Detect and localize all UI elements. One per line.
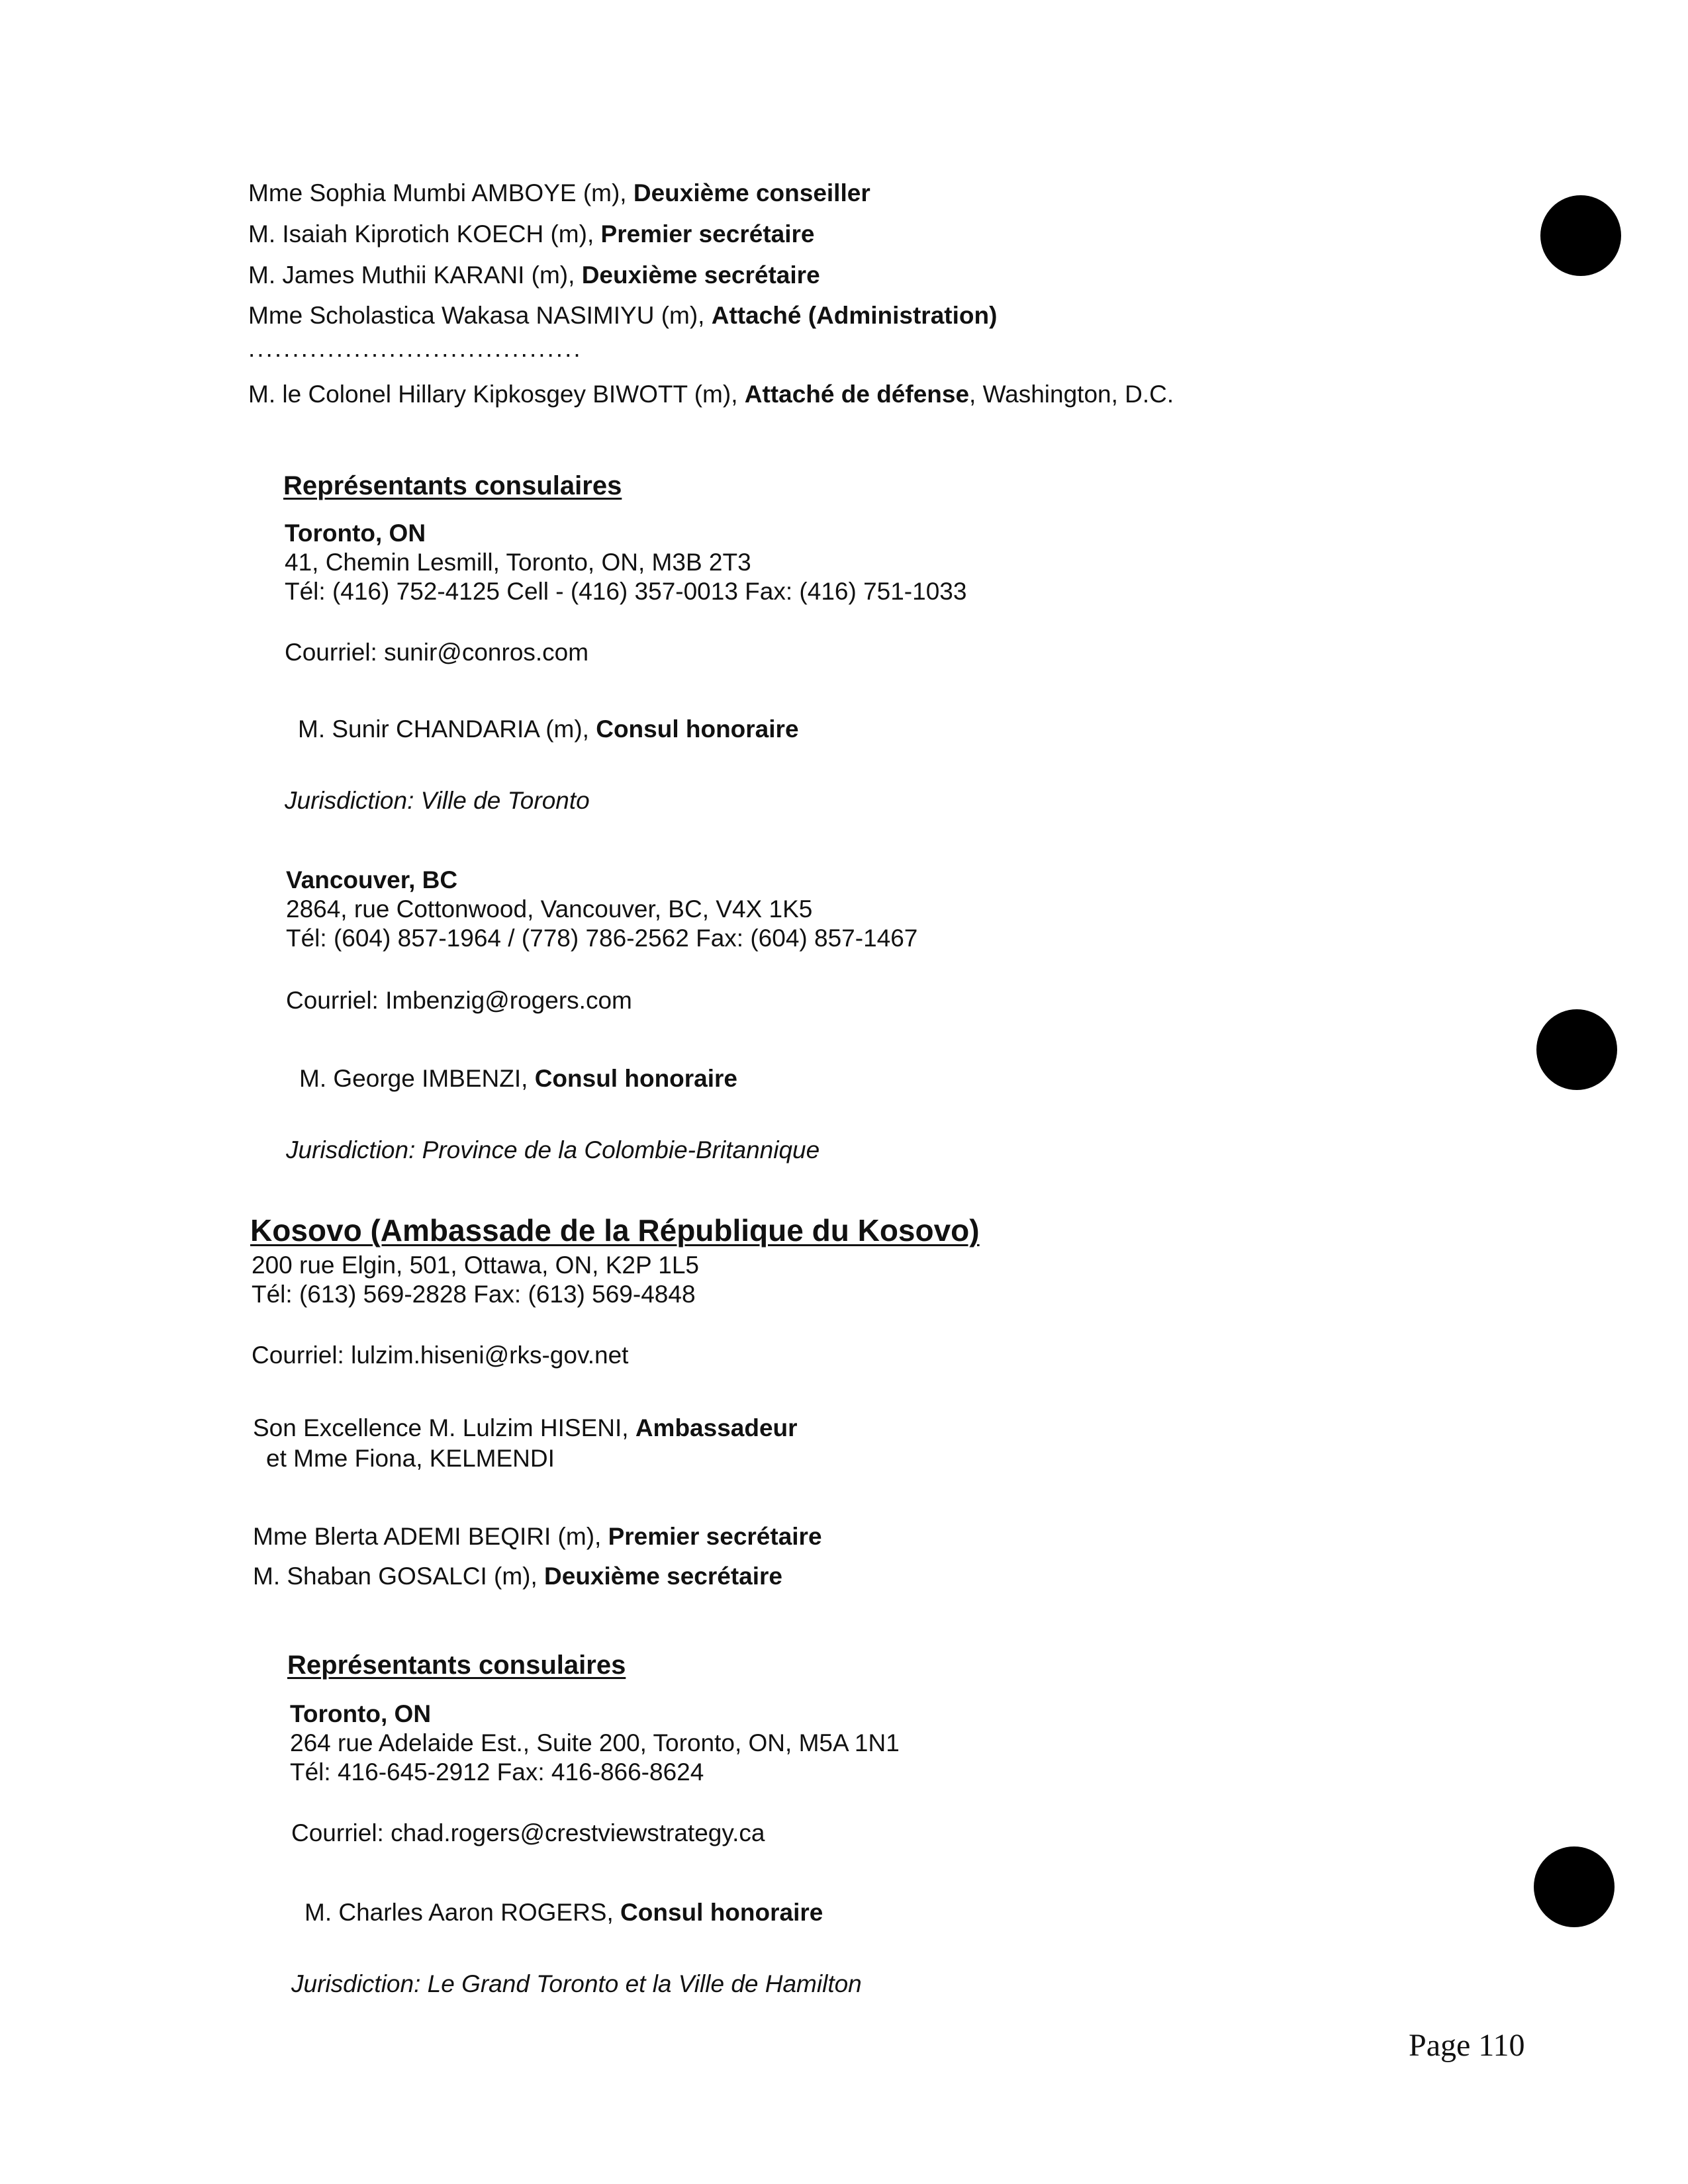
consul-line: M. Charles Aaron ROGERS, Consul honoraire	[305, 1899, 823, 1926]
staff-name: Mme Scholastica Wakasa NASIMIYU (m),	[248, 302, 712, 329]
punch-hole	[1534, 1846, 1615, 1927]
consulate-city: Toronto, ON	[285, 520, 426, 547]
jurisdiction: Jurisdiction: Province de la Colombie-Britannique	[286, 1136, 820, 1163]
section-heading-consular: Représentants consulaires	[287, 1651, 626, 1680]
embassy-email: Courriel: lulzim.hiseni@rks-gov.net	[252, 1342, 629, 1369]
embassy-phone: Tél: (613) 569-2828 Fax: (613) 569-4848	[252, 1281, 696, 1308]
staff-name: M. James Muthii KARANI (m),	[248, 261, 582, 289]
consulate-email: Courriel: Imbenzig@rogers.com	[286, 987, 632, 1014]
consulate-email: Courriel: chad.rogers@crestviewstrategy.ca	[291, 1819, 765, 1846]
jurisdiction: Jurisdiction: Le Grand Toronto et la Ville de Hamilton	[291, 1970, 862, 1997]
punch-hole	[1536, 1009, 1617, 1090]
staff-line: M. Shaban GOSALCI (m), Deuxième secrétaire	[253, 1563, 782, 1590]
staff-line	[248, 177, 870, 209]
section-heading-consular: Représentants consulaires	[283, 471, 622, 500]
embassy-address: 200 rue Elgin, 501, Ottawa, ON, K2P 1L5	[252, 1251, 700, 1279]
ambassador-spouse: et Mme Fiona, KELMENDI	[266, 1445, 555, 1472]
ambassador-line: Son Excellence M. Lulzim HISENI, Ambassadeur	[253, 1414, 798, 1441]
separator-dots: ......................................	[248, 335, 583, 362]
punch-hole	[1540, 195, 1621, 276]
staff-title: Attaché (Administration)	[711, 302, 998, 329]
consul-line: M. Sunir CHANDARIA (m), Consul honoraire	[298, 715, 799, 743]
staff-title: Deuxième secrétaire	[581, 261, 820, 289]
staff-title: Premier secrétaire	[600, 220, 815, 248]
consulate-city: Vancouver, BC	[286, 866, 458, 893]
consulate-address: 41, Chemin Lesmill, Toronto, ON, M3B 2T3	[285, 549, 751, 576]
consulate-address: 264 rue Adelaide Est., Suite 200, Toronto, ON, M5A 1N1	[290, 1729, 900, 1756]
page-number: Page 110	[1409, 2028, 1525, 2063]
staff-title: Deuxième conseiller	[633, 179, 870, 206]
consulate-phone: Tél: (416) 752-4125 Cell - (416) 357-0013 Fax: (416) 751-1033	[285, 578, 967, 605]
staff-line	[248, 259, 820, 291]
staff-name: Mme Sophia Mumbi AMBOYE (m),	[248, 179, 633, 206]
consul-line: M. George IMBENZI, Consul honoraire	[299, 1065, 738, 1092]
staff-line	[248, 300, 997, 332]
consulate-email: Courriel: sunir@conros.com	[285, 639, 589, 666]
consulate-phone: Tél: (604) 857-1964 / (778) 786-2562 Fax: (604) 857-1467	[286, 925, 918, 952]
jurisdiction: Jurisdiction: Ville de Toronto	[285, 787, 590, 814]
staff-line	[248, 218, 814, 250]
staff-name: M. Isaiah Kiprotich KOECH (m),	[248, 220, 601, 248]
consulate-city: Toronto, ON	[290, 1700, 432, 1727]
consulate-phone: Tél: 416-645-2912 Fax: 416-866-8624	[290, 1758, 704, 1786]
defense-attache-line: M. le Colonel Hillary Kipkosgey BIWOTT (m), Attaché de défense, Washington, D.C.	[248, 381, 1174, 408]
country-heading: Kosovo (Ambassade de la République du Kosovo)	[250, 1213, 980, 1248]
staff-line: Mme Blerta ADEMI BEQIRI (m), Premier secrétaire	[253, 1523, 822, 1550]
consulate-address: 2864, rue Cottonwood, Vancouver, BC, V4X 1K5	[286, 895, 813, 923]
